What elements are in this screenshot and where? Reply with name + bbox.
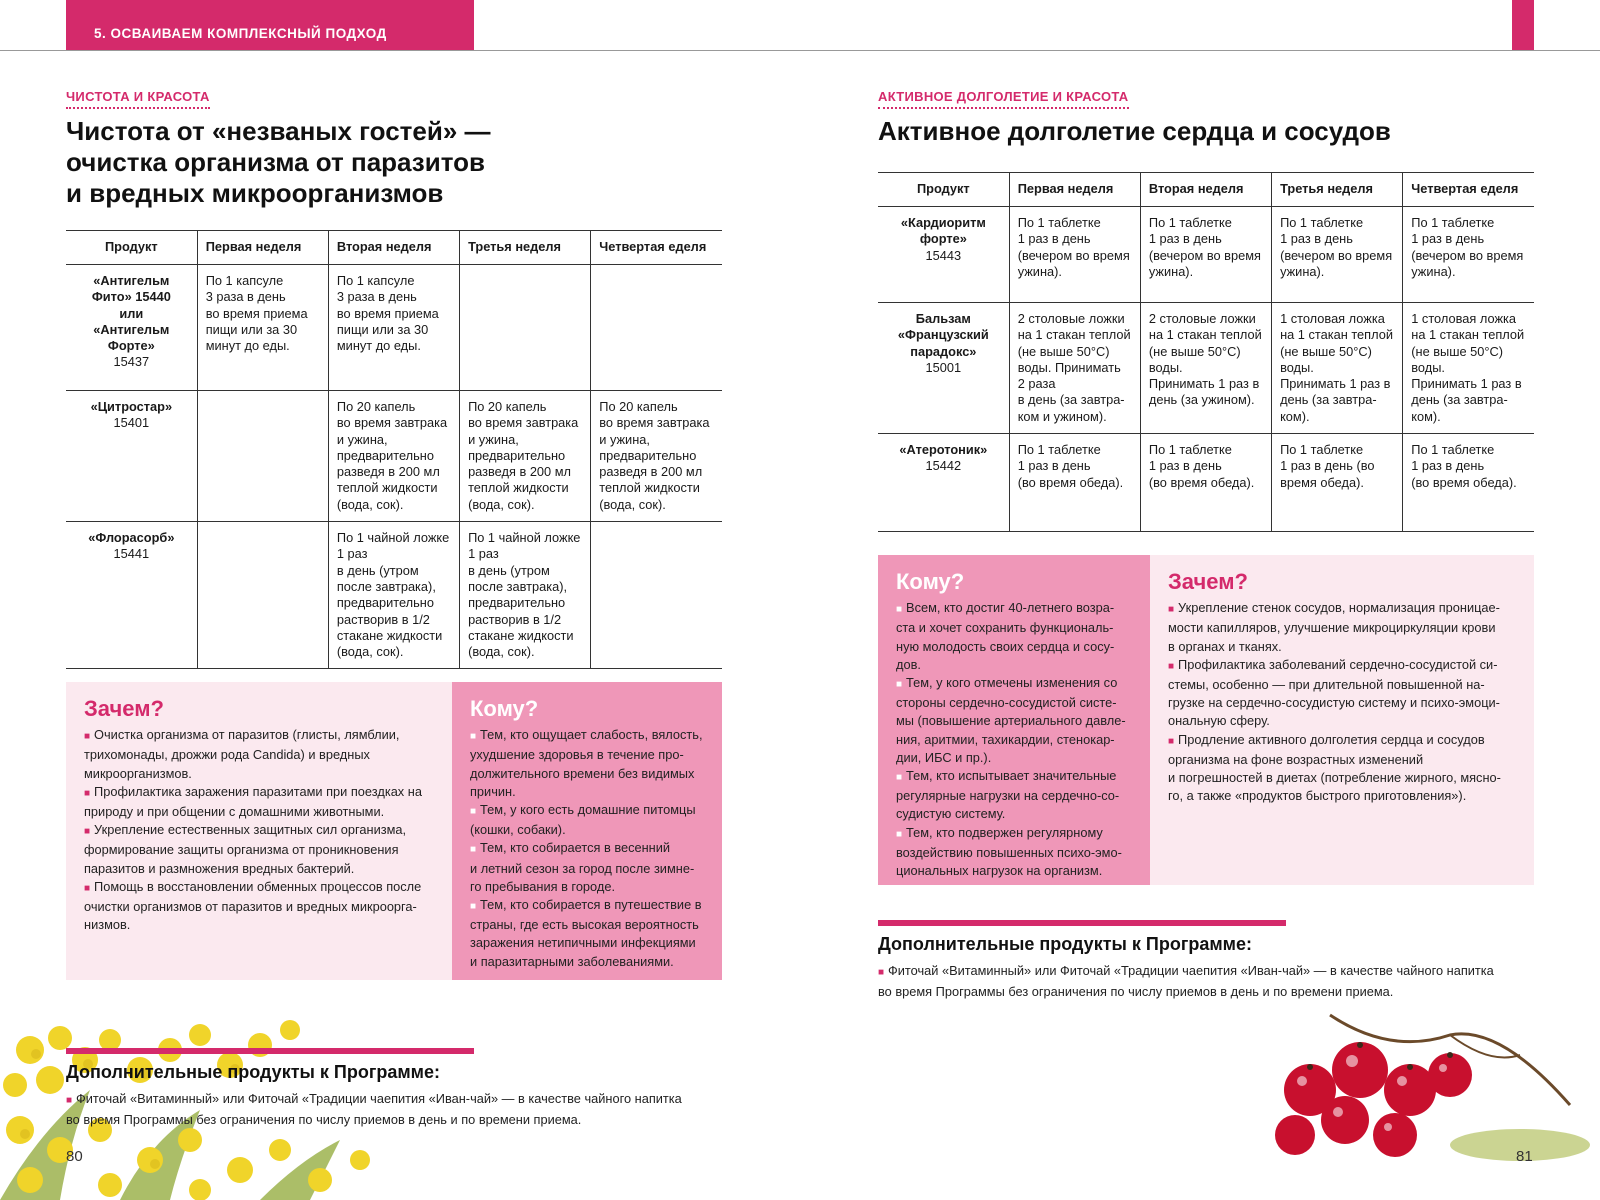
left-who-box — [452, 682, 722, 980]
product-cell — [66, 265, 197, 391]
table-row — [878, 303, 1534, 434]
bullet-icon: ■ — [84, 731, 91, 743]
left-extra-text-body: Фиточай «Витаминный» или Фиточай «Традиции чаепития «Иван-чай» — в качестве чайного напитка во время Программы без ограничения по числу приемов в день и по времени приема. — [66, 1091, 682, 1127]
section-header-bar — [66, 0, 474, 50]
left-why-title: Зачем? — [84, 696, 164, 721]
right-extra-bar — [878, 920, 1286, 926]
list-item — [470, 801, 704, 839]
bullet-icon: ■ — [896, 772, 903, 784]
bullet-icon: ■ — [896, 679, 903, 691]
right-title: Активное долголетие сердца и сосудов — [878, 116, 1391, 146]
bullet-icon: ■ — [470, 901, 477, 913]
product-cell-line: Бальзам — [915, 311, 971, 326]
table-row — [66, 265, 722, 391]
table-header-cell: Первая неделя — [1009, 173, 1140, 207]
dosage-cell: По 1 чайной ложке 1 раз в день (утром после завтрака), предварительно растворив в 1/2 стакане жидкости (вода, сок). — [328, 522, 459, 669]
list-item — [84, 783, 434, 821]
dosage-cell — [591, 265, 722, 391]
right-extra-text-body: Фиточай «Витаминный» или Фиточай «Традиции чаепития «Иван-чай» — в качестве чайного напитка во время Программы без ограничения по числу приемов в день и по времени приема. — [878, 963, 1494, 999]
left-title-line: и вредных микроорганизмов — [66, 178, 444, 208]
list-item — [1168, 599, 1516, 656]
red-berries-image — [1270, 995, 1600, 1195]
product-cell-line: Форте» — [107, 338, 155, 354]
list-item-text: Профилактика заражения паразитами при поездках на природу и при общении с домашними животными. — [84, 783, 422, 820]
right-program-table — [878, 172, 1534, 532]
list-item — [84, 726, 434, 783]
table-row — [878, 207, 1534, 303]
bullet-icon: ■ — [470, 806, 477, 818]
list-item — [1168, 731, 1516, 806]
table-header-cell: Первая неделя — [197, 231, 328, 265]
list-item-text: Очистка организма от паразитов (глисты, лямблии, трихомонады, дрожжи рода Candida) и вредных микроорганизмов. — [84, 727, 400, 781]
page-number-left: 80 — [66, 1148, 83, 1165]
right-who-title: Кому? — [896, 569, 965, 594]
dosage-cell: 1 столовая ложка на 1 стакан теплой (не выше 50°С) воды. Принимать 1 раз в день (за завтра- ком). — [1403, 303, 1534, 434]
list-item-text: Продление активного долголетия сердца и сосудов организма на фоне возрастных изменений и погрешностей в диетах (потребление жирного, мясно- го, а также «продуктов быстрого приготовления»). — [1168, 731, 1501, 804]
dosage-cell: По 1 таблетке 1 раз в день (во время обеда). — [1403, 434, 1534, 532]
list-item-text: Тем, кто собирается в путешествие в страны, где есть высокая вероятность заражения нетипичными инфекциями и паразитарными заболеваниями. — [470, 897, 702, 969]
bullet-icon: ■ — [66, 1095, 73, 1106]
right-extra-title: Дополнительные продукты к Программе: — [878, 934, 1252, 954]
left-program-table — [66, 230, 722, 669]
bullet-icon: ■ — [84, 826, 91, 838]
list-item-text: Тем, кто испытывает значительные регулярные нагрузки на сердечно-со- судистую систему. — [896, 768, 1120, 822]
left-title — [66, 116, 536, 209]
left-who-title: Кому? — [470, 696, 539, 721]
dosage-cell — [197, 391, 328, 522]
bullet-icon: ■ — [1168, 735, 1175, 747]
product-cell-line: «Атеротоник» — [899, 442, 988, 458]
left-why-box — [66, 682, 452, 980]
table-header-cell: Вторая неделя — [1140, 173, 1271, 207]
bullet-icon: ■ — [470, 731, 477, 743]
bullet-icon: ■ — [470, 844, 477, 856]
table-row — [878, 434, 1534, 532]
dosage-cell: По 1 таблетке 1 раз в день (во время обеда). — [1272, 434, 1403, 532]
dosage-cell: По 20 капель во время завтрака и ужина, предварительно разведя в 200 мл теплой жидкости (вода, сок). — [591, 391, 722, 522]
bullet-icon: ■ — [1168, 604, 1175, 616]
left-extra-text — [66, 1090, 766, 1129]
bullet-icon: ■ — [1168, 660, 1175, 672]
product-cell-line: 15001 — [925, 359, 962, 375]
dosage-cell — [591, 522, 722, 669]
left-extra-bar — [66, 1048, 474, 1054]
dosage-cell: По 20 капель во время завтрака и ужина, предварительно разведя в 200 мл теплой жидкости (вода, сок). — [460, 391, 591, 522]
dosage-cell: По 1 таблетке 1 раз в день (во время обеда). — [1140, 434, 1271, 532]
dosage-cell: По 20 капель во время завтрака и ужина, предварительно разведя в 200 мл теплой жидкости (вода, сок). — [328, 391, 459, 522]
table-header-cell: Четвертая еделя — [591, 231, 722, 265]
list-item-text: Тем, кто подвержен регулярному воздействию повышенных психо-эмо- циональных нагрузок на организм. — [896, 824, 1122, 879]
bullet-icon: ■ — [84, 882, 91, 894]
left-title-line: Чистота от «незваных гостей» — — [66, 116, 491, 146]
dosage-cell: 1 столовая ложка на 1 стакан теплой (не выше 50°С) воды. Принимать 1 раз в день (за завтра- ком). — [1272, 303, 1403, 434]
list-item — [84, 878, 434, 935]
product-cell — [878, 303, 1009, 434]
dosage-cell: По 1 таблетке 1 раз в день (вечером во время ужина). — [1272, 207, 1403, 303]
dosage-cell: 2 столовые ложки на 1 стакан теплой (не выше 50°С) воды. Принимать 2 раза в день (за завтра- ком и ужином). — [1009, 303, 1140, 434]
right-why-title: Зачем? — [1168, 569, 1248, 594]
bullet-icon: ■ — [84, 787, 91, 799]
product-cell — [878, 434, 1009, 532]
list-item-text: Тем, у кого отмечены изменения со стороны сердечно-сосудистой систе- мы (повышение артериального давле- ния, аритмии, тахикардии, стенокар- дии, ИБС и пр.). — [896, 675, 1126, 765]
list-item — [896, 824, 1132, 881]
list-item-text: Профилактика заболеваний сердечно-сосудистой си- стемы, особенно — при длительной повышенной на- грузке на сердечно-сосудистую систему и психо-эмоци- ональную сферу. — [1168, 656, 1500, 729]
dosage-cell: По 1 капсуле 3 раза в день во время приема пищи или за 30 минут до еды. — [328, 265, 459, 391]
table-header-cell: Четвертая еделя — [1403, 173, 1534, 207]
list-item-text: Тем, кто ощущает слабость, вялость, ухудшение здоровья в течение про- должительного времени без видимых причин. — [470, 727, 703, 799]
list-item-text: Укрепление стенок сосудов, нормализация проницае- мости капилляров, улучшение микроциркуляции крови в органах и тканях. — [1168, 600, 1500, 654]
product-cell-line: форте» — [919, 231, 967, 247]
table-header-cell: Продукт — [66, 231, 197, 265]
list-item — [470, 839, 704, 896]
left-why-list — [84, 726, 434, 934]
right-why-box — [1150, 555, 1534, 885]
dosage-cell: По 1 капсуле 3 раза в день во время приема пищи или за 30 минут до еды. — [197, 265, 328, 391]
right-who-box — [878, 555, 1150, 885]
left-title-line: очистка организма от паразитов — [66, 147, 485, 177]
table-header-row — [878, 173, 1534, 207]
dosage-cell: 2 столовые ложки на 1 стакан теплой (не выше 50°С) воды. Принимать 1 раз в день (за ужином). — [1140, 303, 1271, 434]
dosage-cell: По 1 таблетке 1 раз в день (во время обеда). — [1009, 434, 1140, 532]
list-item — [84, 821, 434, 878]
product-cell-line: парадокс» — [910, 343, 977, 359]
table-header-cell: Третья неделя — [460, 231, 591, 265]
product-cell-line: «Кардиоритм — [900, 215, 986, 230]
dosage-cell — [460, 265, 591, 391]
product-cell-line: Фито» 15440 — [91, 289, 171, 305]
table-row — [66, 522, 722, 669]
header-divider — [0, 50, 1600, 51]
product-cell-line: 15437 — [113, 354, 150, 370]
right-who-list — [896, 599, 1132, 880]
list-item — [896, 599, 1132, 674]
bullet-icon: ■ — [878, 967, 885, 978]
bullet-icon: ■ — [896, 828, 903, 840]
product-cell-line: «Флорасорб» — [88, 530, 175, 546]
product-cell-line: 15441 — [113, 546, 150, 562]
product-cell-line: 15442 — [925, 458, 962, 474]
list-item-text: Всем, кто достиг 40-летнего возра- ста и хочет сохранить функциональ- ную молодость своих сердца и сосу- дов. — [896, 600, 1115, 672]
bullet-icon: ■ — [896, 604, 903, 616]
product-cell-line: «Цитростар» — [90, 399, 173, 414]
list-item-text: Тем, кто собирается в весенний и летний сезон за город после зимне- го пребывания в городе. — [470, 840, 695, 894]
product-cell — [66, 522, 197, 669]
left-extra-title: Дополнительные продукты к Программе: — [66, 1062, 440, 1082]
list-item-text: Помощь в восстановлении обменных процессов после очистки организмов от паразитов и вредных микроорга- низмов. — [84, 878, 422, 933]
table-row — [66, 391, 722, 522]
dosage-cell: По 1 чайной ложке 1 раз в день (утром после завтрака), предварительно растворив в 1/2 стакане жидкости (вода, сок). — [460, 522, 591, 669]
product-cell — [66, 391, 197, 522]
product-cell-line: «Антигельм — [93, 321, 170, 337]
list-item-text: Тем, у кого есть домашние питомцы (кошки, собаки). — [470, 802, 696, 838]
dosage-cell: По 1 таблетке 1 раз в день (вечером во время ужина). — [1009, 207, 1140, 303]
list-item — [896, 674, 1132, 767]
product-cell-line: «Французский — [897, 327, 989, 343]
list-item — [896, 767, 1132, 824]
section-header-title: 5. ОСВАИВАЕМ КОМПЛЕКСНЫЙ ПОДХОД — [94, 26, 387, 41]
header-accent-tab — [1512, 0, 1534, 50]
right-why-list — [1168, 599, 1516, 805]
table-header-cell: Продукт — [878, 173, 1009, 207]
list-item-text: Укрепление естественных защитных сил организма, формирование защиты организма от проникновения паразитов и размножения вредных бактерий. — [84, 822, 407, 876]
list-item — [470, 896, 704, 971]
product-cell-line: 15401 — [113, 415, 150, 431]
product-cell-line: 15443 — [925, 247, 962, 263]
table-header-cell: Вторая неделя — [328, 231, 459, 265]
product-cell-line: или — [119, 305, 144, 321]
list-item — [470, 726, 704, 801]
left-kicker: ЧИСТОТА И КРАСОТА — [66, 89, 210, 109]
dosage-cell — [197, 522, 328, 669]
product-cell-line: «Антигельм — [93, 273, 170, 288]
list-item — [1168, 656, 1516, 731]
left-who-list — [470, 726, 704, 971]
right-kicker: АКТИВНОЕ ДОЛГОЛЕТИЕ И КРАСОТА — [878, 89, 1129, 109]
table-header-cell: Третья неделя — [1272, 173, 1403, 207]
table-header-row — [66, 231, 722, 265]
product-cell — [878, 207, 1009, 303]
page-number-right: 81 — [1516, 1148, 1533, 1165]
dosage-cell: По 1 таблетке 1 раз в день (вечером во время ужина). — [1403, 207, 1534, 303]
dosage-cell: По 1 таблетке 1 раз в день (вечером во время ужина). — [1140, 207, 1271, 303]
